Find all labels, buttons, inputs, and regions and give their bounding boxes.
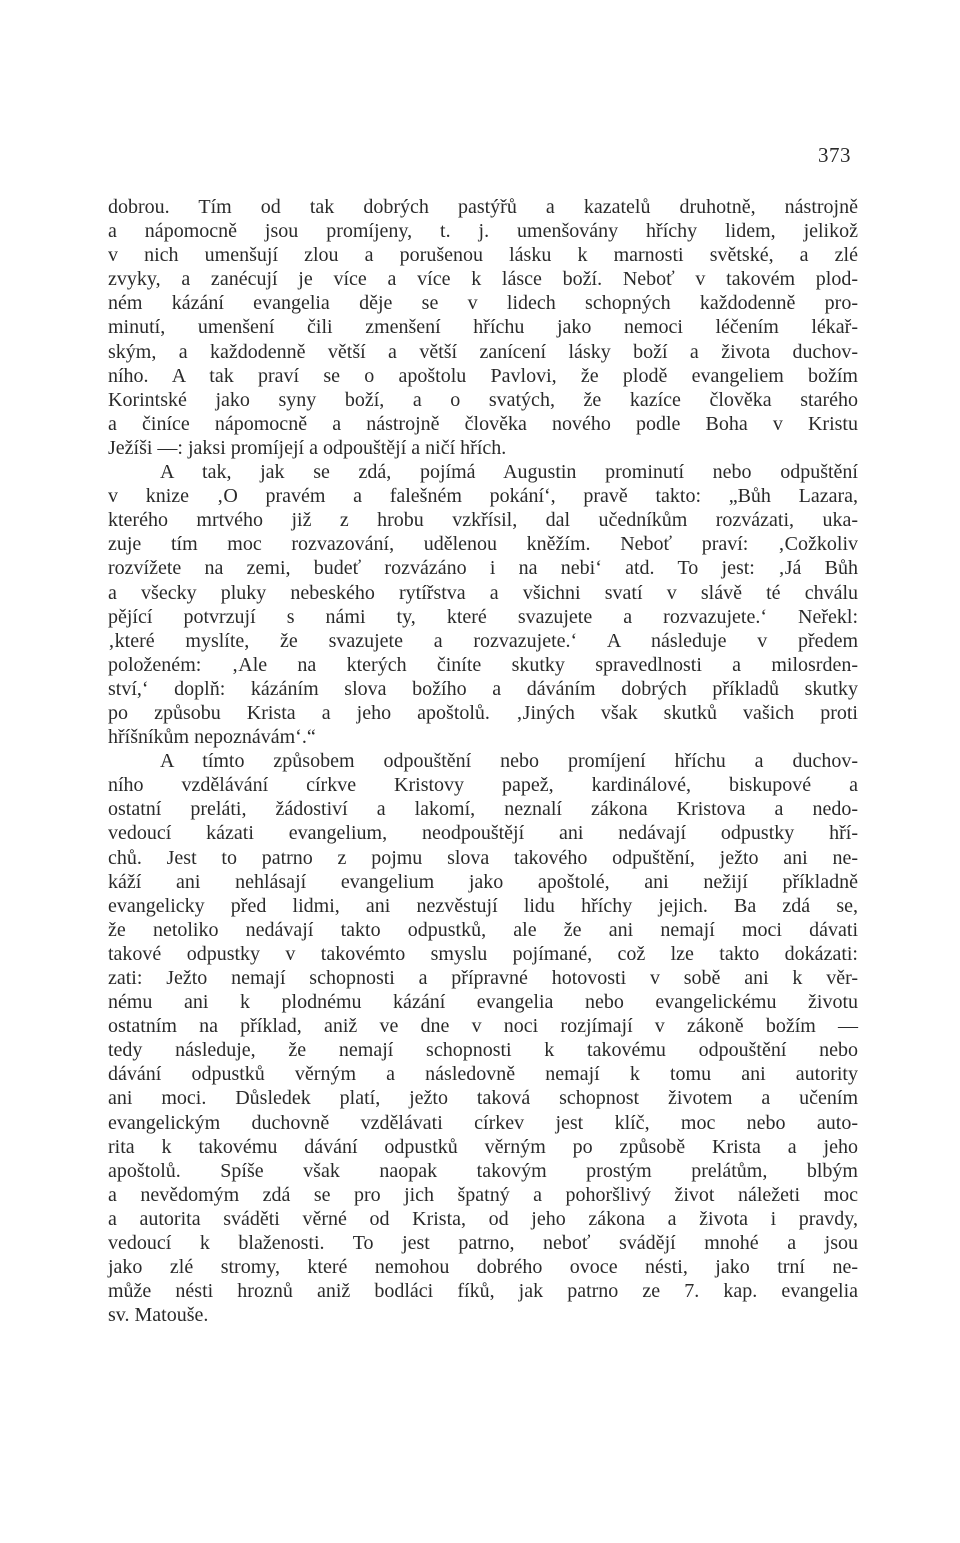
text-line: ství,‘ doplň: kázáním slova božího a dáváním dobrých příkladů skutky [108,677,858,700]
text-line: po způsobu Krista a jeho apoštolů. ‚Jiných však skutků vašich proti [108,701,858,724]
text-line: apoštolů. Spíše však naopak takovým prostým prelátům, blbým [108,1159,858,1182]
text-line: dávání odpustků věrným a následovně nemají k tomu ani autority [108,1063,858,1086]
text-line: v knize ‚O pravém a falešném pokání‘, pravě takto: „Bůh Lazara, [108,485,858,508]
text-line: a nevědomým zdá se pro jich špatný a pohoršlivý život náležeti moc [108,1183,858,1206]
text-line: ního. A tak praví se o apoštolu Pavlovi, že plodě evangeliem božím [108,364,858,387]
text-line: a všecky pluky nebeského rytířstva a všichni svatí v slávě té chválu [108,581,858,604]
text-line: káží ani nehlásají evangelium jako apoštolé, ani nežijí příkladně [108,870,858,893]
text-line: ostatním na příklad, aniž ve dne v noci rozjímají v zákoně božím — [108,1015,858,1038]
body-text [108,195,858,1327]
text-line: může nésti hroznů aniž bodláci fíků, jak patrno ze 7. kap. evangelia [108,1280,858,1303]
text-line: a autorita sváděti věrné od Krista, od jeho zákona a života i pravdy, [108,1207,858,1230]
text-line: Ježíši —: jaksi promíjejí a odpouštějí a ničí hřích. [108,436,507,459]
text-line: A tak, jak se zdá, pojímá Augustin prominutí nebo odpuštění [160,461,858,484]
page-number: 373 [818,143,851,167]
text-line: ostatní preláti, žádostiví a lakomí, neznalí zákona Kristova a nedo- [108,798,858,821]
text-line: A tímto způsobem odpouštění nebo promíjení hříchu a duchov- [160,750,858,773]
text-line: zuje tím moc rozvazování, udělenou kněžím. Neboť praví: ‚Cožkoliv [108,533,858,556]
text-line: Korintské jako syny boží, a o svatých, že kazíce člověka starého [108,388,858,411]
text-line: zvyky, a zanécují je více a více k lásce boží. Neboť v takovém plod- [108,268,858,291]
text-line: nému ani k plodnému kázání evangelia nebo evangelickému životu [108,991,858,1014]
text-line: evangelickým duchovně vzdělávati církev jest klíč, moc nebo auto- [108,1111,858,1134]
text-line: v nich umenšují zlou a porušenou lásku k marnosti světské, a zlé [108,244,858,267]
text-line: chů. Jest to patrno z pojmu slova takového odpuštění, ježto ani ne- [108,846,858,869]
text-line: tedy následuje, že nemají schopnosti k takovému odpouštění nebo [108,1039,858,1062]
text-line: evangelicky před lidmi, ani nezvěstují lidu hříchy jejich. Ba zdá se, [108,894,858,917]
text-line: jako zlé stromy, které nemohou dobrého ovoce nésti, jako trní ne- [108,1256,858,1279]
text-line: ního vzdělávání církve Kristovy papež, kardinálové, biskupové a [108,774,858,797]
text-line: a nápomocně jsou promíjeny, t. j. umenšovány hříchy lidem, jelikož [108,220,858,243]
text-line: pějící potvrzují s námi ty, které svazujete a rozvazujete.‘ Neřekl: [108,605,858,628]
text-line: ským, a každodenně větší a větší zanícení lásky boží a života duchov- [108,340,858,363]
text-line: vedoucí k blaženosti. To jest patrno, neboť svádějí mnohé a jsou [108,1232,858,1255]
text-line: ani moci. Důsledek platí, ježto taková schopnost životem a učením [108,1087,858,1110]
text-line: ném kázání evangelia děje se v lidech schopných každodenně pro- [108,292,858,315]
text-line: vedoucí kázati evangelium, neodpouštějí ani nedávají odpustky hří- [108,822,858,845]
text-line: takové odpustky v takovémto smyslu pojímané, což lze takto dokázati: [108,942,858,965]
text-line: rozvížete na zemi, budeť rozvázáno i na nebi‘ atd. To jest: ‚Já Bůh [108,557,858,580]
text-line: a činíce nápomocně a nástrojně člověka nového podle Boha v Kristu [108,412,858,435]
text-line: rita k takovému dávání odpustků věrným po způsobě Krista a jeho [108,1135,858,1158]
text-line: dobrou. Tím od tak dobrých pastýřů a kazatelů druhotně, nástrojně [108,196,858,218]
text-line: ‚které myslíte, že svazujete a rozvazujete.‘ A následuje v předem [108,629,858,652]
text-line: hříšníkům nepoznávám‘.“ [108,726,316,749]
text-line: zati: Ježto nemají schopnosti a přípravné hotovosti v sobě ani k věr- [108,967,858,989]
text-line: sv. Matouše. [108,1304,209,1327]
text-line: že netoliko nedávají takto odpustků, ale že ani nemají moci dávati [108,918,858,941]
text-line: kterého mrtvého již z hrobu vzkřísil, dal učedníkům rozvázati, uka- [108,509,858,532]
text-line: minutí, umenšení čili zmenšení hříchu jako nemoci léčením lékař- [108,316,858,339]
text-line: položeném: ‚Ale na kterých činíte skutky spravedlnosti a milosrden- [108,653,858,676]
